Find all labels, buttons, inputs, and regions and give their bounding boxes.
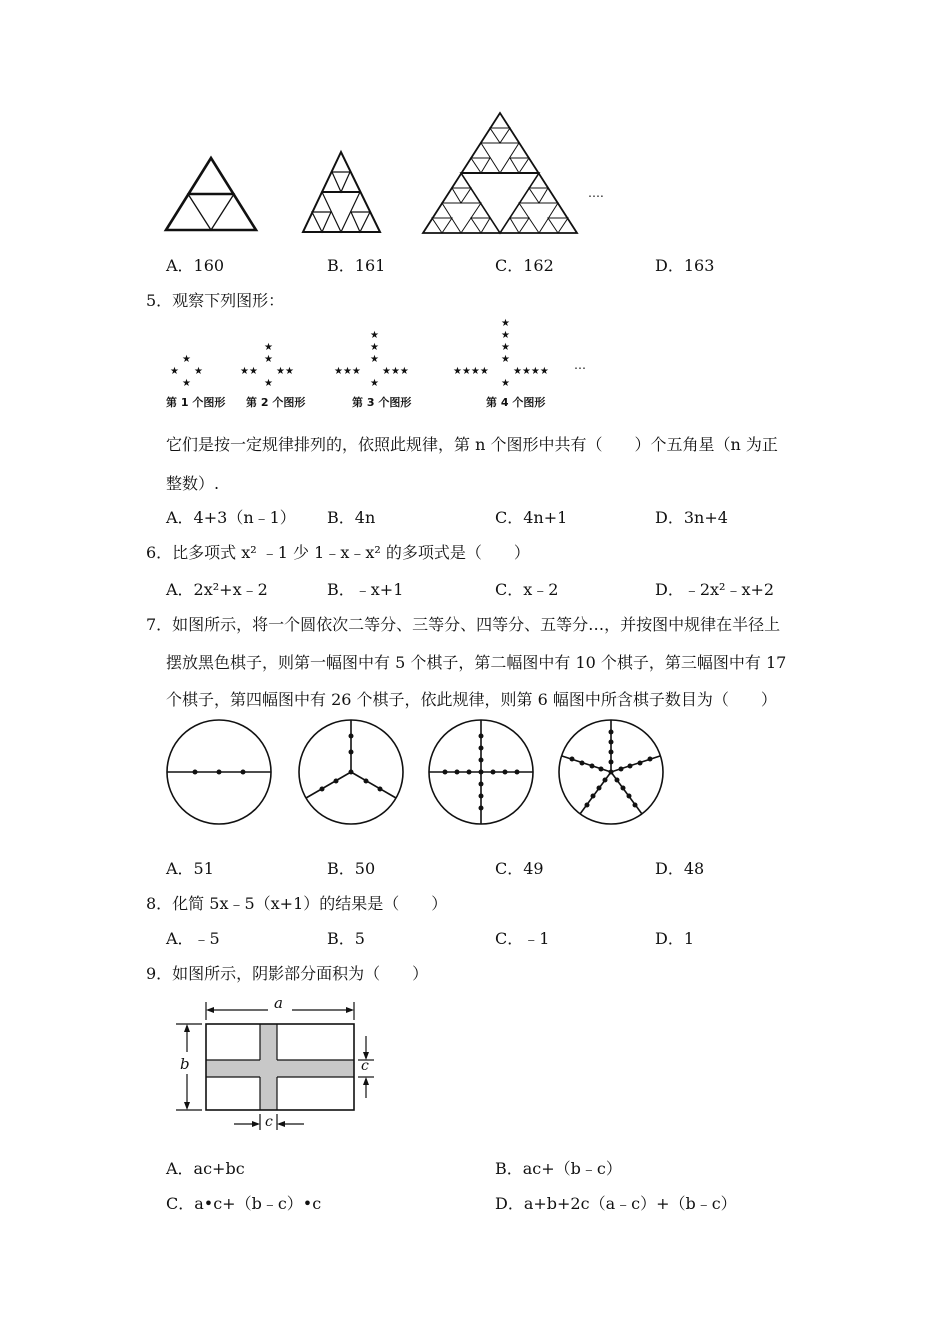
q7-line1: 7．如图所示，将一个圆依次二等分、三等分、四等分、五等分…，并按图中规律在半径上 bbox=[146, 615, 781, 634]
q4-option-c[interactable]: C．162 bbox=[495, 256, 554, 275]
q5-option-a[interactable]: A．4+3（n﹣1） bbox=[166, 508, 296, 527]
star-caption-2: 第 2 个图形 bbox=[246, 396, 306, 409]
q5-stem: 5．观察下列图形： bbox=[146, 291, 285, 310]
q8-stem: 8．化简 5x﹣5（x+1）的结果是（ ） bbox=[146, 894, 448, 913]
q5-option-b[interactable]: B．4n bbox=[327, 508, 376, 527]
label-b: b bbox=[180, 1055, 190, 1073]
q5-ellipsis: … bbox=[574, 358, 586, 372]
q5-option-c[interactable]: C．4n+1 bbox=[495, 508, 568, 527]
q7-option-b[interactable]: B．50 bbox=[327, 859, 376, 878]
q9-option-c[interactable]: C．a•c+（b﹣c）•c bbox=[166, 1194, 322, 1213]
q6-option-d[interactable]: D．﹣2x²﹣x+2 bbox=[655, 580, 775, 599]
q4-option-a[interactable]: A．160 bbox=[166, 256, 225, 275]
q9-option-b[interactable]: B．ac+（b﹣c） bbox=[495, 1159, 622, 1178]
q7-option-c[interactable]: C．49 bbox=[495, 859, 544, 878]
q5-body-line1: 它们是按一定规律排列的，依照此规律，第 n 个图形中共有（ ）个五角星（n 为正 bbox=[166, 435, 778, 454]
q7-line3: 个棋子，第四幅图中有 26 个棋子，依此规律，则第 6 幅图中所含棋子数目为（ ） bbox=[166, 690, 777, 709]
q9-option-a[interactable]: A．ac+bc bbox=[166, 1159, 245, 1178]
q4-ellipsis: …. bbox=[588, 186, 604, 200]
q6-option-c[interactable]: C．x﹣2 bbox=[495, 580, 559, 599]
star-caption-4: 第 4 个图形 bbox=[486, 396, 546, 409]
q4-option-d[interactable]: D．163 bbox=[655, 256, 715, 275]
q5-body-line2: 整数）. bbox=[166, 474, 220, 493]
label-c-bottom: c bbox=[265, 1114, 273, 1130]
q4-option-b[interactable]: B．161 bbox=[327, 256, 386, 275]
label-a: a bbox=[274, 994, 283, 1012]
q5-option-d[interactable]: D．3n+4 bbox=[655, 508, 728, 527]
q9-stem: 9．如图所示，阴影部分面积为（ ） bbox=[146, 964, 429, 983]
q7-line2: 摆放黑色棋子，则第一幅图中有 5 个棋子，第二幅图中有 10 个棋子，第三幅图中有 17 bbox=[166, 653, 787, 672]
q6-option-a[interactable]: A．2x²+x﹣2 bbox=[166, 580, 268, 599]
q9-option-d[interactable]: D．a+b+2c（a﹣c）+（b﹣c） bbox=[495, 1194, 737, 1213]
q8-option-d[interactable]: D．1 bbox=[655, 929, 695, 948]
label-c-right: c bbox=[361, 1058, 369, 1074]
q7-option-a[interactable]: A．51 bbox=[166, 859, 214, 878]
q8-option-b[interactable]: B．5 bbox=[327, 929, 365, 948]
star-caption-3: 第 3 个图形 bbox=[352, 396, 412, 409]
q7-option-d[interactable]: D．48 bbox=[655, 859, 705, 878]
star-caption-1: 第 1 个图形 bbox=[166, 396, 226, 409]
q6-stem: 6．比多项式 x² ﹣1 少 1﹣x﹣x² 的多项式是（ ） bbox=[146, 543, 530, 562]
q8-option-a[interactable]: A．﹣5 bbox=[166, 929, 220, 948]
q8-option-c[interactable]: C．﹣1 bbox=[495, 929, 550, 948]
q6-option-b[interactable]: B．﹣x+1 bbox=[327, 580, 404, 599]
